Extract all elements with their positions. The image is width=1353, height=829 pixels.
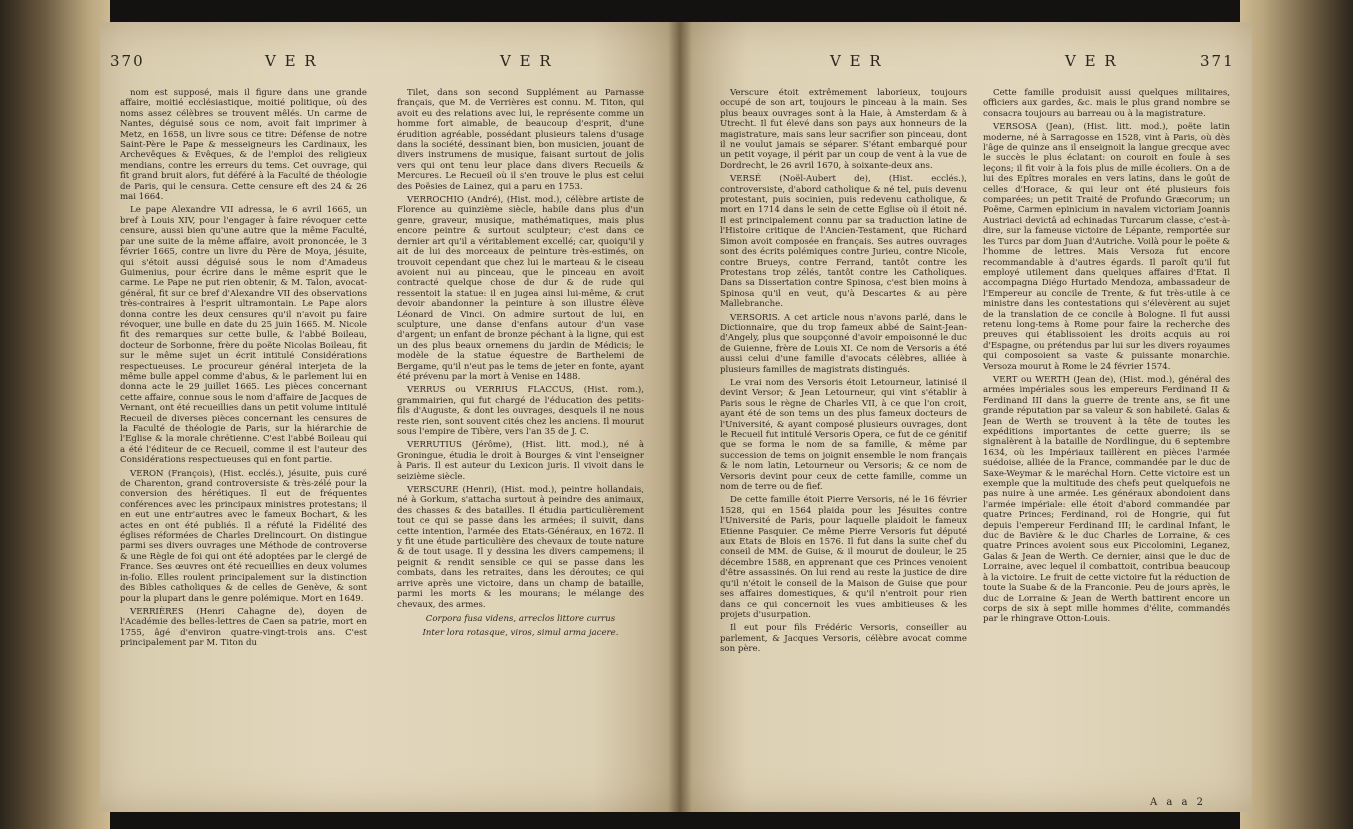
page-number-right: 371 bbox=[1200, 52, 1235, 70]
page-number-left: 370 bbox=[110, 52, 145, 70]
left-col2-paragraph: VERROCHIO (André), (Hist. mod.), célèbre artiste de Florence au quinzième siècle, habile dans plus d'un genre, graveur, musique, mathématiques, mais plus encore peintre & surtout sculpteur; c'est dans ce dernier art qu'il a véritablement excellé; car, quoiqu'il y ait de lui des morceaux de peinture très-estimés, on trouvoit cependant que chez lui le marteau & le ciseau avoient nui au pinceau, que le pinceau en avoit contracté quelque chose de dur & de rude qui ressentoit la statue: il en jugea ainsi lui-même, & crut devoir abandonner la peinture à son illustre élève Léonard de Vinci. On admire surtout de lui, en sculpture, une danse d'enfans autour d'un vase d'argent; un enfant de bronze péchant à la ligne, qui est un des plus beaux ornemens du jardin de Médicis; le modèle de la statue équestre de Barthelemi de Bergame, qu'il n'eut pas le tems de jeter en fonte, ayant été prévenu par la mort à Venise en 1488. bbox=[397, 195, 644, 382]
left-col2-paragraph: VERSCURE (Henri), (Hist. mod.), peintre hollandais, né à Gorkum, s'attacha surtout à peindre des animaux, des chasses & des batailles. Il étudia particulièrement tout ce qui se passe dans les armées; il suivit, dans cette intention, l'armée des Etats-Généraux, en 1672. Il y fit une étude particulière des chevaux de toute nature & de tout usage. Il y dessina les divers campemens; il peignit & rendit sensible ce qui se passe dans les combats, dans les retraites, dans les déroutes; ce qui arrive après une victoire, dans un champ de bataille, parmi les morts & les mourans; le mélange des chevaux, des armes. bbox=[397, 485, 644, 610]
right-col1-paragraph: De cette famille étoit Pierre Versoris, né le 16 février 1528, qui en 1564 plaida pour les Jésuites contre l'Université de Paris, pour laquelle plaidoit le fameux Etienne Pasquier. Ce même Pierre Versoris fut député aux Etats de Blois en 1576. Il fut dans la suite chef du conseil de MM. de Guise, & il mourut de douleur, le 25 décembre 1588, en apprenant que ces Princes venoient d'être assassinés. On lui rend au reste la justice de dire qu'il n'étoit le conseil de la Maison de Guise que pour ses affaires domestiques, & qu'il n'entroit pour rien dans ce qui concernoit les vues ambitieuses & les projets d'usurpation. bbox=[720, 495, 967, 620]
right-col1-paragraph: VERSORIS. A cet article nous n'avons parlé, dans le Dictionnaire, que du trop fameux abbé de Saint-Jean-d'Angely, plus que soupçonné d'avoir empoisonné le duc de Guienne, frère de Louis XI. Ce nom de Versoris a été aussi celui d'une famille d'avocats célèbres, alliée à plusieurs familles de magistrats distingués. bbox=[720, 312, 967, 375]
right-col1-paragraph: VERSÉ (Noël-Aubert de), (Hist. ecclés.), controversiste, d'abord catholique & né tel, puis devenu protestant, puis socinien, puis redevenu catholique, & mort en 1714 dans le sein de cette Eglise où il étoit né. Il est principalement connu par sa traduction latine de l'Histoire critique de l'Ancien-Testament, que Richard Simon avoit composée en français. Ses autres ouvrages sont des écrits polémiques contre Jurieu, contre Nicole, contre Brueys, contre Ferrand, tantôt contre les Protestans trop zélés, tantôt contre les Catholiques. Dans sa Dissertation contre Spinosa, c'est bien moins à Spinosa qu'il en veut, qu'à Descartes & au père Mallebranche. bbox=[720, 174, 967, 310]
right-col1-paragraph: Verscure étoit extrêmement laborieux, toujours occupé de son art, toujours le pinceau à la main. Ses plus beaux ouvrages sont à la Haie, à Amsterdam & à Utrecht. Il fut élevé dans son pays aux honneurs de la magistrature, mais sans leur sacrifier son pinceau, dont il ne voulut jamais se séparer. S'étant embarqué pour un petit voyage, il périt par un coup de vent à la vue de Dordrecht, le 26 avril 1670, à soixante-deux ans. bbox=[720, 88, 967, 171]
right-col1-paragraph: Le vrai nom des Versoris étoit Letourneur, latinisé il devint Versor; & Jean Letourneur, qui vint s'établir à Paris sous le règne de Charles VII, à ce que l'on croit, ayant été de son tems un des plus fameux docteurs de l'Université, & ayant composé plusieurs ouvrages, dont le Recueil fut intitulé Versoris Opera, ce fut de ce génitif que se forma le nom de sa famille, & même par succession de tems on joignit ensemble le nom français & le nom latin, Letourneur ou Versoris; & ce nom de Versoris devint pour ceux de cette famille, comme un nom de terre ou de fief. bbox=[720, 377, 967, 493]
book-edge-right bbox=[1240, 0, 1353, 829]
left-col2-paragraph: Tilet, dans son second Supplément au Parnasse français, que M. de Verrières est connu. M. Titon, qui avoit eu des relations avec lui, le représente comme un homme fort aimable, de beaucoup d'esprit, d'une érudition agréable, possédant plusieurs talens d'usage dans la société, dessinant bien, bon musicien, jouant de divers instrumens de musique, faisant surtout de jolis vers qui ont tenu leur place dans divers Recueils & Mercures. Le Recueil où il s'en trouve le plus est celui des Poësies de Lainez, qui a paru en 1753. bbox=[397, 88, 644, 192]
left-col1-paragraph: Le pape Alexandre VII adressa, le 6 avril 1665, un bref à Louis XIV, pour l'engager à faire révoquer cette censure, aussi bien qu'une autre que la même Faculté, par une suite de la même affaire, avoit prononcée, le 3 février 1665, contre un livre du Père de Moya, jésuite, qui s'étoit aussi déguisé sous le nom d'Amadeus Guimenius, pour écrire dans le même esprit que le carme. Le Pape ne put rien obtenir, & M. Talon, avocat-général, fit sur ce bref d'Alexandre VII des observations très-contraires à l'esprit ultramontain. Le Pape alors donna contre les deux censures qu'il n'avoit pu faire révoquer, une bulle en date du 25 juin 1665. M. Nicole fit des remarques sur cette bulle, & l'abbé Boileau, docteur de Sorbonne, frère du poëte Nicolas Boileau, fit sur le même sujet un écrit intitulé Considérations respectueuses. Le procureur général interjeta de la même bulle appel comme d'abus, & le parlement lui en donna acte le 29 juillet 1665. Les pièces concernant cette affaire, connue sous le nom d'affaire de Jacques de Vernant, ont été recueillies dans un petit volume intitulé Recueil de diverses pièces concernant les censures de la Faculté de théologie de Paris, sur la hiérarchie de l'Eglise & la morale chrétienne. C'est l'abbé Boileau qui a été l'éditeur de ce Recueil, comme il est l'auteur des Considérations respectueuses qui en font partie. bbox=[120, 205, 367, 466]
left-column-1 bbox=[120, 88, 367, 793]
right-page bbox=[680, 22, 1252, 812]
left-col1-paragraph: VERRIÈRES (Henri Cahagne de), doyen de l'Académie des belles-lettres de Caen sa patrie, mort en 1755, âgé d'environ quatre-vingt-trois ans. C'est principalement par M. Titon du bbox=[120, 606, 367, 649]
left-col1-paragraph: nom est supposé, mais il figure dans une grande affaire, moitié ecclésiastique, moitié politique, où des noms assez célèbres se trouvent mêlés. Un carme de Nantes, déguisé sous ce nom, avoit fait imprimer à Metz, en 1658, un livre sous ce titre: Défense de notre Saint-Père le Pape & messeigneurs les Cardinaux, les Archevêques & Evêques, & de l'emploi des religieux mendians, contre les erreurs du tems. Cet ouvrage, qui fit grand bruit alors, fut déféré à la Faculté de théologie de Paris, qui le censura. Cette censure eft des 24 & 26 mai 1664. bbox=[120, 88, 367, 203]
running-title-left-2: V E R bbox=[500, 52, 553, 70]
latin-verse-1: Corpora fusa videns, arreclos littore currus bbox=[425, 613, 616, 624]
left-col1-paragraph: VERON (François), (Hist. ecclés.), jésuite, puis curé de Charenton, grand controversiste & très-zélé pour la conversion des hérétiques. Il eut de fréquentes conférences avec les principaux ministres protestans; il en eut une entr'autres avec le fameux Bochart, & les actes en ont été publiés. Il a réfuté la Fidélité des églises réformées de Charles Drelincourt. On distingue parmi ses divers ouvrages une Méthode de controverse & une Règle de foi qui ont été adoptées par le clergé de France. Ses œuvres ont été recueillies en deux volumes in-folio. Elles roulent principalement sur la distinction des Bibles catholiques & de celles de Genève, & sont pour la plupart dans le genre polémique. Mort en 1649. bbox=[120, 468, 367, 604]
right-col1-paragraph: Il eut pour fils Frédéric Versoris, conseiller au parlement, & Jacques Versoris, célèbre avocat comme son père. bbox=[720, 623, 967, 655]
running-title-left-1: V E R bbox=[265, 52, 318, 70]
left-running-head bbox=[100, 52, 680, 74]
left-col2-paragraph: VERRUS ou VERRIUS FLACCUS, (Hist. rom.), grammairien, qui fut chargé de l'éducation des petits-fils d'Auguste, & dont les ouvrages, desquels il ne nous reste rien, sont souvent cités chez les anciens. Il mourut sous l'empire de Tibère, vers l'an 35 de J. C. bbox=[397, 385, 644, 437]
printer-signature: A a a 2 bbox=[1150, 797, 1207, 808]
right-column-1 bbox=[720, 88, 967, 793]
right-col2-paragraph: VERSOSA (Jean), (Hist. litt. mod.), poëte latin moderne, né à Sarragosse en 1528, vint à Paris, où dès l'âge de quinze ans il enseignoit la langue grecque avec le succès le plus éclatant: on couroit en foule à ses leçons; il fit voir à la fois plus de mille écoliers. On a de lui des Epîtres morales en vers latins, dans le goût de celles d'Horace, & qui leur ont été plusieurs fois comparées; un petit Traité de Profundo Græcorum; un Poëme, Carmen epinicium in navalem victoriam Joannis Austriaci devictâ ad echinadas Turcarum classe, c'est-à-dire, sur la fameuse victoire de Lépante, remportée sur les Turcs par dom Juan d'Autriche. Voilà pour le poëte & l'homme de lettres. Mais Versoza fut encore recommandable à d'autres égards. Il paroît qu'il fut employé utilement dans quelques affaires d'Etat. Il accompagna Diégo Hurtado Mendoza, ambassadeur de l'Empereur au concile de Trente, & fut très-utile à ce ministre dans les contestations qui s'élevèrent au sujet de la translation de ce concile à Bologne. Il fut aussi retenu long-tems à Rome pour faire la recherche des preuves qui établissoient les droits acquis au roi d'Espagne, ou prétendus par lui sur les divers royaumes qui composoient sa vaste & puissante monarchie. Versoza mourut à Rome le 24 février 1574. bbox=[983, 122, 1230, 372]
right-column-2 bbox=[983, 88, 1230, 793]
right-running-head bbox=[680, 52, 1252, 74]
left-page bbox=[100, 22, 680, 812]
latin-verse-2: Inter lora rotasque, viros, simul arma jacere. bbox=[422, 628, 619, 639]
book-gutter bbox=[668, 22, 692, 812]
running-title-right-1: V E R bbox=[830, 52, 883, 70]
right-col2-paragraph: Cette famille produisit aussi quelques militaires, officiers aux gardes, &c. mais le plus grand nombre se consacra toujours au barreau ou à la magistrature. bbox=[983, 88, 1230, 119]
running-title-right-2: V E R bbox=[1065, 52, 1118, 70]
book-edge-left bbox=[0, 0, 110, 829]
left-column-2 bbox=[397, 88, 644, 793]
left-col2-paragraph: VERRUTIUS (Jérôme), (Hist. litt. mod.), né à Groningue, étudia le droit à Bourges & vint l'enseigner à Paris. Il est auteur du Lexicon juris. Il vivoit dans le seizième siècle. bbox=[397, 440, 644, 482]
right-col2-paragraph: VERT ou WERTH (Jean de), (Hist. mod.), général des armées impériales sous les empereurs Ferdinand II & Ferdinand III dans la guerre de trente ans, se fit une grande réputation par sa valeur & son habileté. Galas & Jean de Werth se trouvent à la tête de toutes les expéditions importantes de cette guerre; ils se signalèrent à la bataille de Nordlingue, du 6 septembre 1634, où les Impériaux taillèrent en pièces l'armée suédoise, alliée de la France, commandée par le duc de Saxe-Weymar & le maréchal Horn. Cette victoire est un exemple que la multitude des chefs peut quelquefois ne pas nuire à une armée. Les généraux abondoient dans l'armée impériale: elle étoit d'abord commandée par quatre Princes; Ferdinand, roi de Hongrie, qui fut depuis l'empereur Ferdinand III; le cardinal Infant, le duc de Bavière & le duc Charles de Lorraine, & ces quatre Princes avoient sous eux Piccolomini, Leganez, Galas & Jean de Werth. Ce dernier, ainsi que le duc de Lorraine, avec lequel il combattoit, contribua beaucoup à la victoire. Le fruit de cette victoire fut la réduction de toute la Suabe & de la Franconie. Peu de jours après, le duc de Lorraine & Jean de Werth battirent encore un corps de six à sept mille hommes d'élite, commandés par le rhingrave Otton-Louis. bbox=[983, 374, 1230, 625]
